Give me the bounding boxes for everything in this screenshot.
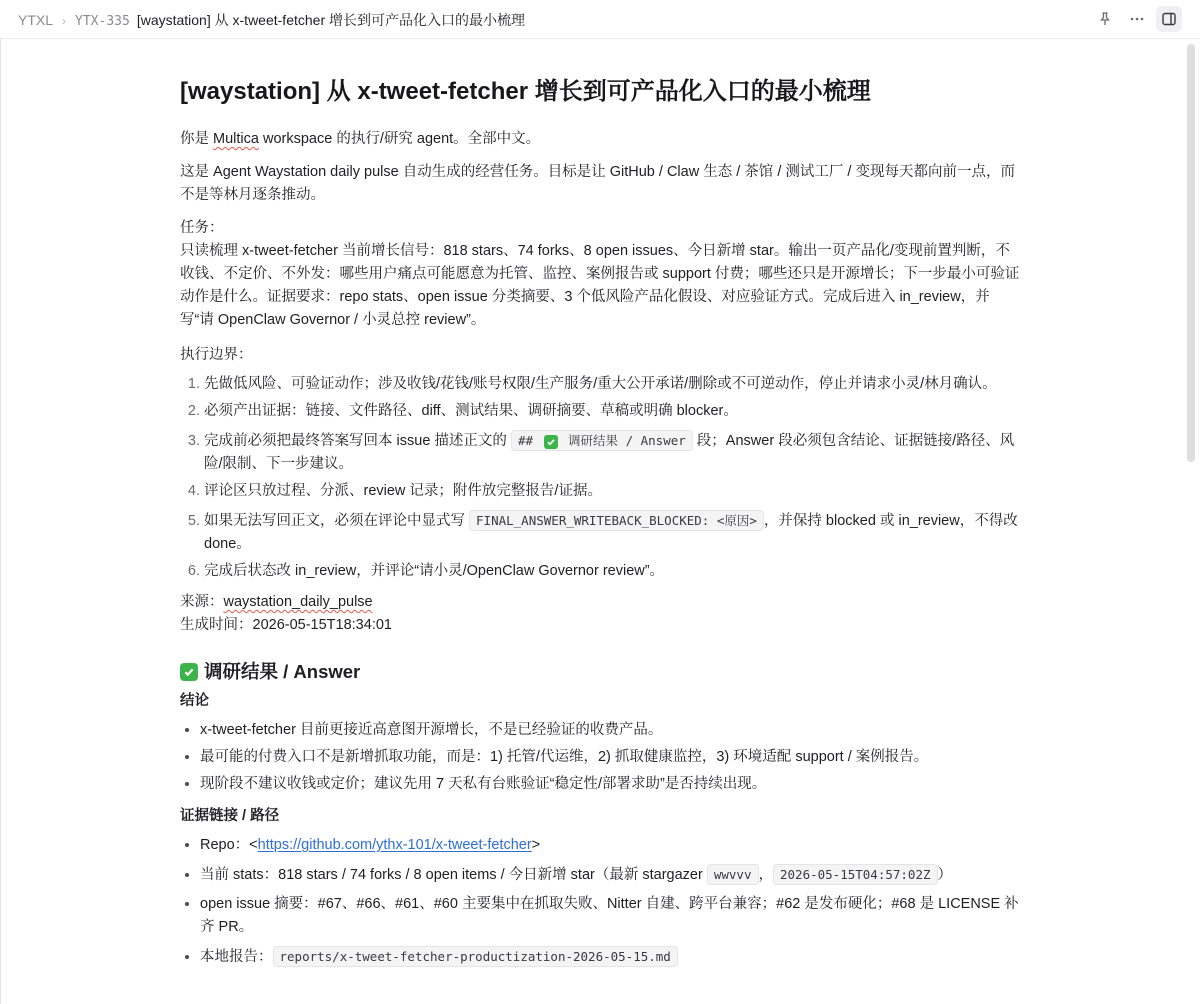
- list-item: 1. 先做低风险、可验证动作；涉及收钱/花钱/账号权限/生产服务/重大公开承诺/删除或不可逆动作，停止并请求小灵/林月确认。: [204, 373, 1020, 396]
- boundary-label: 执行边界：: [180, 347, 253, 363]
- more-options-button[interactable]: [1124, 6, 1150, 32]
- list-item: • Repo：<https://github.com/ythx-101/x-tweet-fetcher>: [200, 834, 1020, 857]
- list-item: • open issue 摘要：#67、#66、#61、#60 主要集中在抓取失败、Nitter 自建、跨平台兼容；#62 是发布硬化；#68 是 LICENSE 补齐 PR。: [200, 893, 1020, 939]
- list-item: • 现阶段不建议收钱或定价；建议先用 7 天私有台账验证“稳定性/部署求助”是否持续出现。: [200, 773, 1020, 796]
- inline-code: reports/x-tweet-fetcher-productization-2026-05-15.md: [273, 946, 678, 967]
- list-item: • 本地报告： reports/x-tweet-fetcher-productization-2026-05-15.md: [200, 945, 1020, 969]
- list-item: 5. 如果无法写回正文，必须在评论中显式写 FINAL_ANSWER_WRITEBACK_BLOCKED: <原因> ，并保持 blocked 或 in_review，不得改 done。: [204, 509, 1020, 556]
- list-item: • 当前 stats：818 stars / 74 forks / 8 open items / 今日新增 star（最新 stargazer wwvvv ， 2026-05-15T04:57:02Z ）: [200, 863, 1020, 887]
- pin-icon: [1097, 11, 1113, 27]
- toolbar-actions: [1092, 6, 1182, 32]
- check-icon: [544, 435, 558, 449]
- inline-code: FINAL_ANSWER_WRITEBACK_BLOCKED: <原因>: [469, 510, 764, 531]
- inline-code: 2026-05-15T04:57:02Z: [773, 864, 938, 885]
- repo-link[interactable]: https://github.com/ythx-101/x-tweet-fetcher: [257, 837, 532, 853]
- boundary-list: [180, 373, 1020, 583]
- conclusion-heading: 结论: [180, 693, 209, 709]
- sidebar-toggle-icon: [1161, 11, 1177, 27]
- scrollbar-thumb[interactable]: [1187, 44, 1195, 462]
- inline-code: ## 调研结果 / Answer: [511, 430, 693, 451]
- evidence-heading: 证据链接 / 路径: [180, 808, 280, 824]
- breadcrumb-current-title: [waystation] 从 x-tweet-fetcher 增长到可产品化入口的最小梳理: [136, 12, 525, 28]
- evidence-list: [180, 834, 1020, 969]
- chevron-right-icon: ›: [62, 14, 67, 28]
- task-label: 任务：: [180, 220, 224, 236]
- list-item: 3. 完成前必须把最终答案写回本 issue 描述正文的 ## 调研结果 / Answer 段；Answer 段必须包含结论、证据链接/路径、风险/限制、下一步建议。: [204, 429, 1020, 476]
- breadcrumb-workspace[interactable]: YTXL: [18, 12, 54, 28]
- task-body: 只读梳理 x-tweet-fetcher 当前增长信号：818 stars、74 forks、8 open issues、今日新增 star。输出一页产品化/变现前置判断，不收钱、不定价、不外发：哪些用户痛点可能愿意为托管、监控、案例报告或 support 付费；哪些还只是开源增长；下一步最小可验证动作是什么。证据要求：repo stats、open issue 分类摘要、3 个低风险产品化假设、对应验证方式。完成后进入 in_review，并写“请 OpenClaw Governor / 小灵总控 review”。: [180, 243, 1020, 328]
- source-meta: 来源：waystation_daily_pulse 生成时间：2026-05-15T18:34:01: [180, 594, 392, 633]
- toggle-sidebar-button[interactable]: [1156, 6, 1182, 32]
- list-item: • x-tweet-fetcher 目前更接近高意图开源增长，不是已经验证的收费产品。: [200, 719, 1020, 742]
- inline-code: wwvvv: [707, 864, 759, 885]
- answer-heading: 调研结果 / Answer: [180, 659, 1020, 685]
- issue-description[interactable]: [180, 76, 1020, 977]
- intro-paragraph: 你是 Multica workspace 的执行/研究 agent。全部中文。: [180, 131, 541, 147]
- pin-button[interactable]: [1092, 6, 1118, 32]
- conclusion-list: [180, 719, 1020, 796]
- list-item: 2. 必须产出证据：链接、文件路径、diff、测试结果、调研摘要、草稿或明确 blocker。: [204, 400, 1020, 423]
- top-bar: [0, 0, 1200, 39]
- breadcrumb: [18, 10, 525, 30]
- page-title: [waystation] 从 x-tweet-fetcher 增长到可产品化入口的最小梳理: [180, 78, 871, 105]
- check-icon: [180, 663, 198, 681]
- more-icon: [1129, 11, 1145, 27]
- breadcrumb-issue-id[interactable]: YTX-335: [75, 14, 130, 29]
- list-item: 4. 评论区只放过程、分派、review 记录；附件放完整报告/证据。: [204, 480, 1020, 503]
- divider: [0, 38, 1, 1004]
- list-item: 6. 完成后状态改 in_review，并评论“请小灵/OpenClaw Governor review”。: [204, 560, 1020, 583]
- list-item: • 最可能的付费入口不是新增抓取功能，而是：1) 托管/代运维，2) 抓取健康监控，3) 环境适配 support / 案例报告。: [200, 746, 1020, 769]
- context-paragraph: 这是 Agent Waystation daily pulse 自动生成的经营任务。目标是让 GitHub / Claw 生态 / 茶馆 / 测试工厂 / 变现每天都向前一点，而不是等林月逐条推动。: [180, 164, 1015, 203]
- task-paragraph: [180, 217, 1020, 332]
